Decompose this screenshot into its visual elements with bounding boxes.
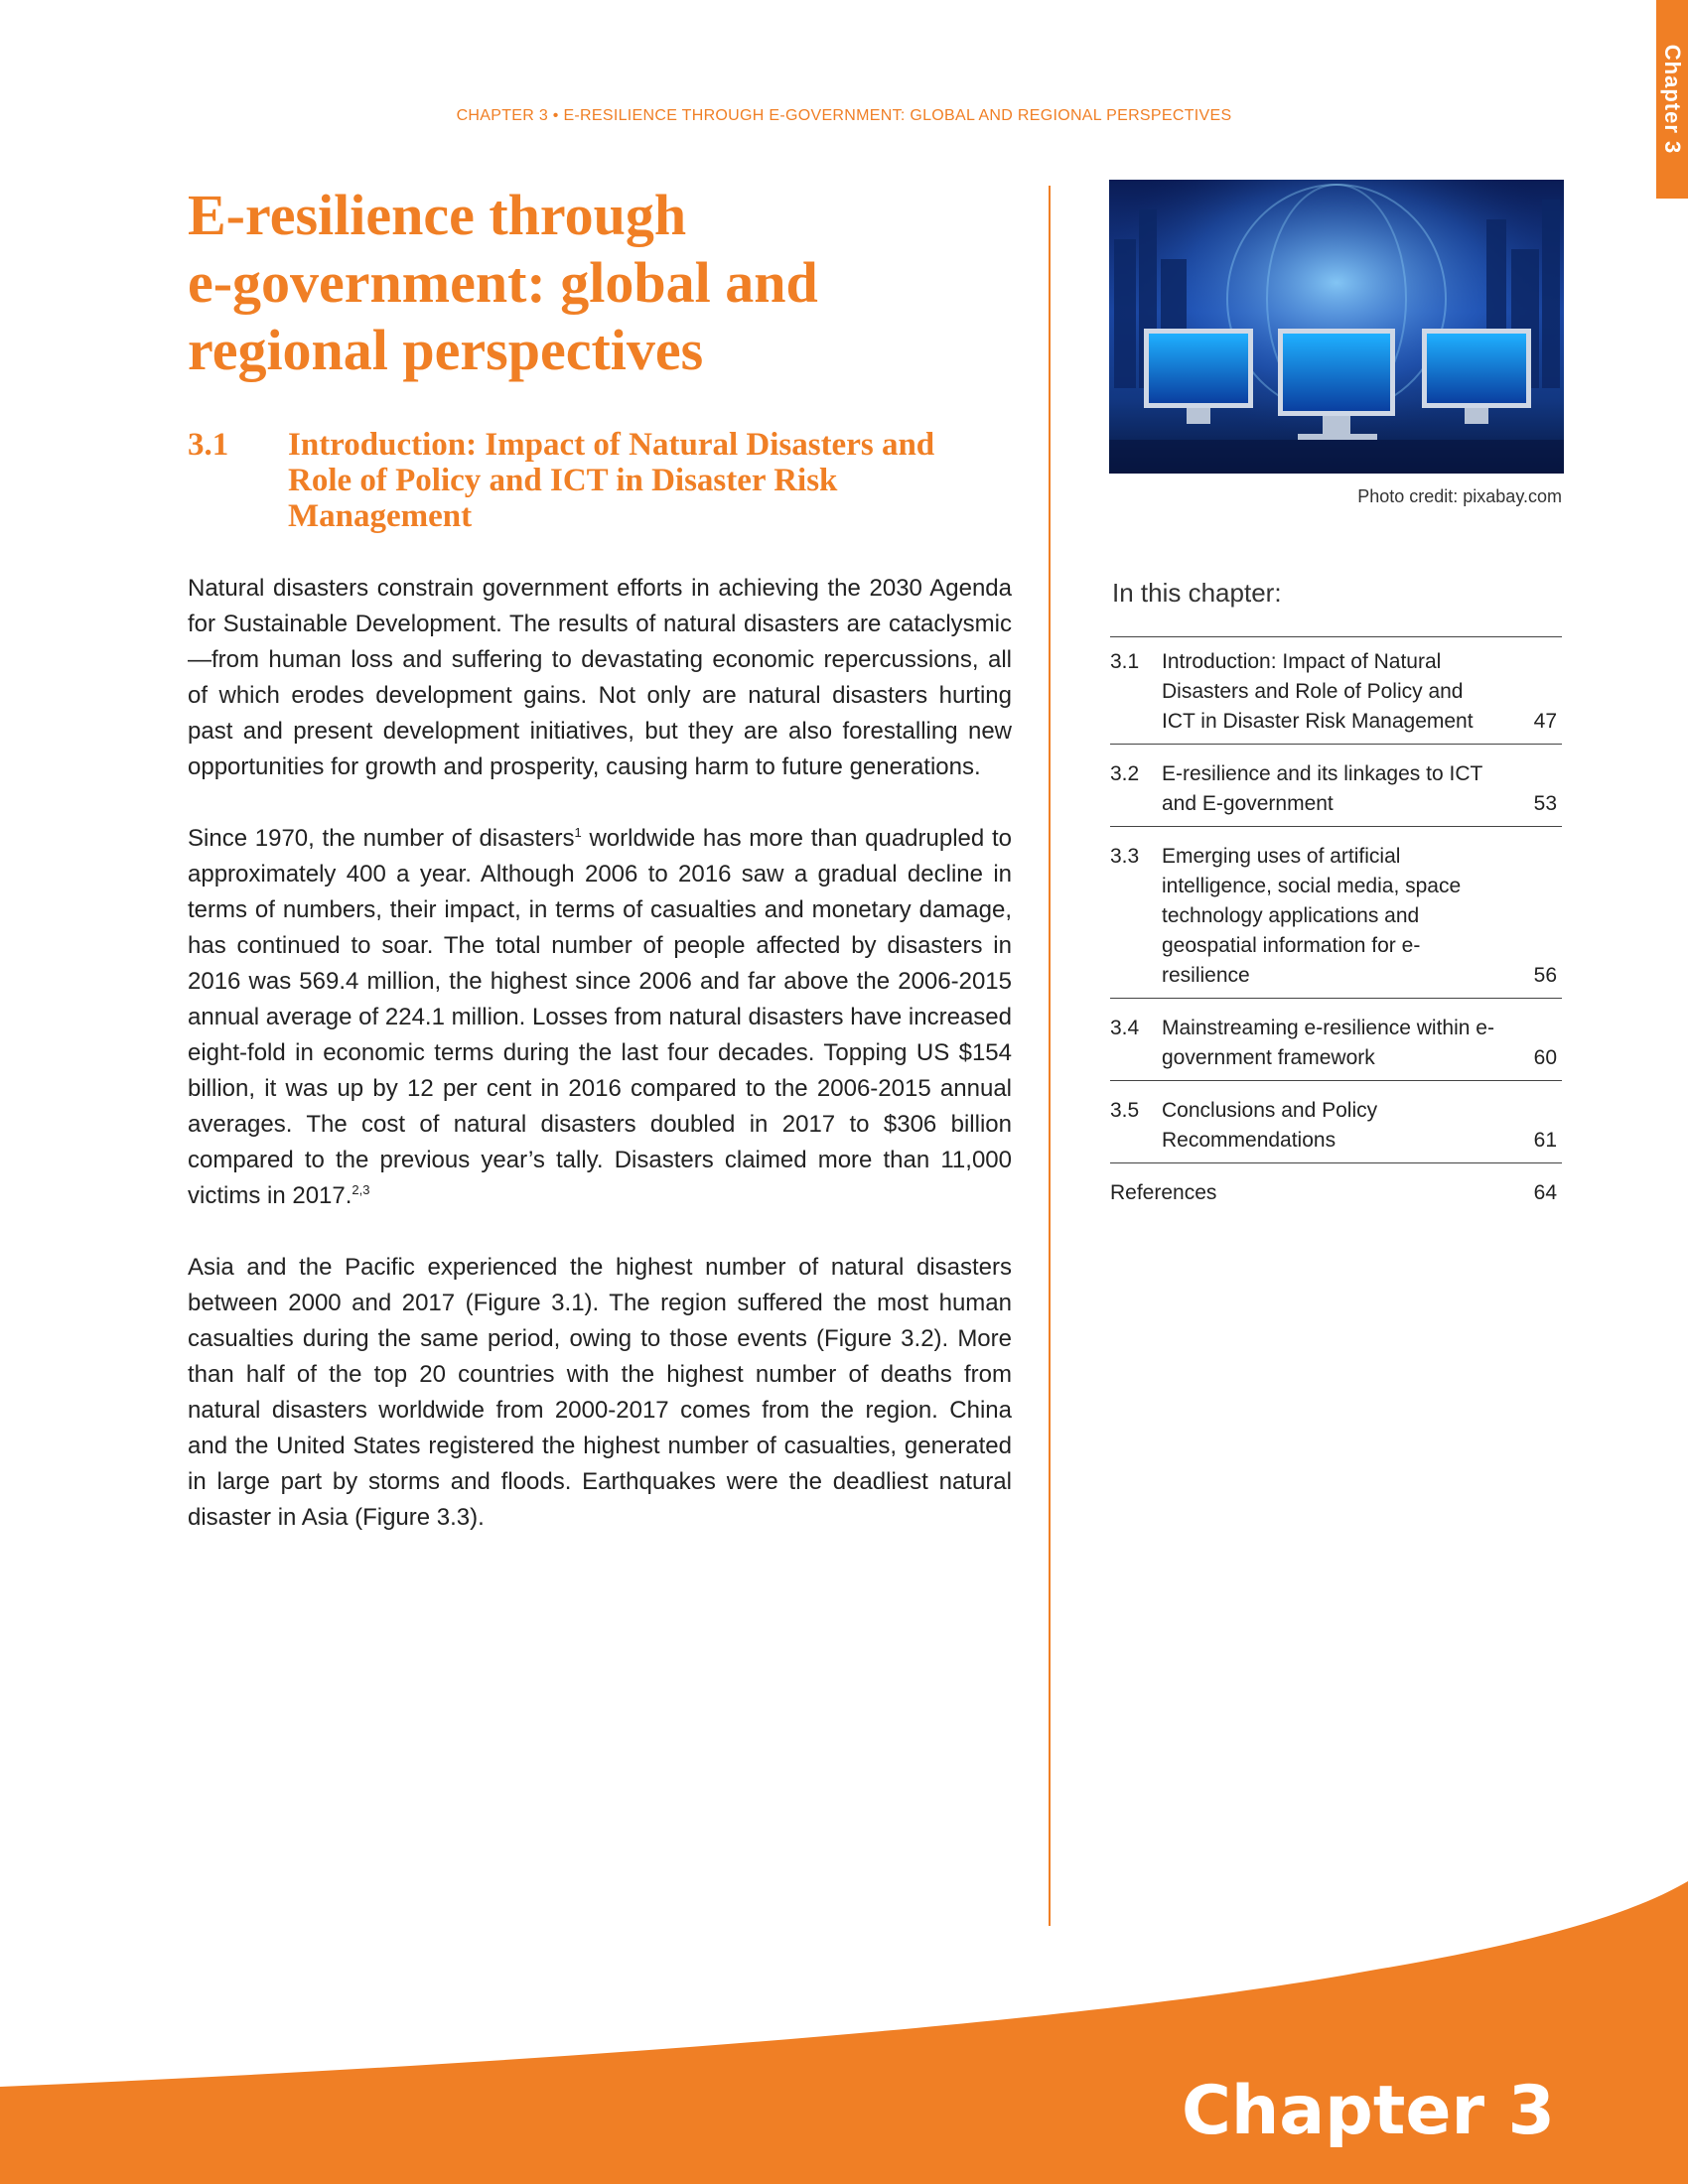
paragraph-2 xyxy=(188,821,1012,1214)
toc-entry-page: 53 xyxy=(1533,792,1557,815)
toc-entry-3-1[interactable] xyxy=(1110,647,1562,745)
footnote-ref-1[interactable]: 1 xyxy=(574,825,582,840)
toc-entry-title: E-resilience and its linkages to ICT and E-government xyxy=(1162,762,1482,815)
toc-entry-page: 56 xyxy=(1533,964,1557,987)
toc-entry-3-2[interactable] xyxy=(1110,759,1562,827)
section-title: Introduction: Impact of Natural Disasters and Role of Policy and ICT in Disaster Risk Management xyxy=(288,427,935,534)
toc-references-page: 64 xyxy=(1533,1181,1557,1204)
chapter-side-tab xyxy=(1656,0,1688,199)
chapter-title xyxy=(188,182,1002,384)
chapter-side-tab-label: Chapter 3 xyxy=(1660,44,1685,155)
toc-heading: In this chapter: xyxy=(1112,578,1282,608)
toc-references[interactable] xyxy=(1110,1178,1562,1208)
toc-entry-3-4[interactable] xyxy=(1110,1014,1562,1081)
toc-entry-page: 47 xyxy=(1533,710,1557,733)
toc-entry-page: 61 xyxy=(1533,1129,1557,1152)
toc-entry-number: 3.5 xyxy=(1110,1099,1140,1122)
section-number: 3.1 xyxy=(188,427,229,463)
paragraph-2-part-2: worldwide has more than quadrupled to approximately 400 a year. Although 2006 to 2016 saw a gradual decline in terms of numbers, their impact, in terms of casualties and monetary damage, has continued to soar. The total number of people affected by disasters in 2016 was 569.4 million, the highest since 2006 and far above the 2006-2015 annual average of 224.1 million. Losses from natural disasters have increased eight-fold in economic terms during the last four decades. Topping US $154 billion, it was up by 12 per cent in 2016 compared to the 2006-2015 annual averages. The cost of natural disasters doubled in 2017 to $306 billion compared to the previous year’s tally. Disasters claimed more than 11,000 victims in 2017. xyxy=(188,825,1012,1209)
toc-entry-title: Emerging uses of artificial intelligence, social media, space technology applications and geospatial information for e-resilience xyxy=(1162,845,1462,987)
paragraph-2-part-1: Since 1970, the number of disasters xyxy=(188,825,575,852)
toc-entry-title: Conclusions and Policy Recommendations xyxy=(1162,1099,1378,1152)
footnote-ref-2-3[interactable]: 2,3 xyxy=(352,1182,370,1197)
chapter-photo xyxy=(1109,180,1564,474)
chapter-title-line-3: regional perspectives xyxy=(188,318,704,382)
toc-list xyxy=(1110,647,1562,1208)
toc-entry-title: Introduction: Impact of Natural Disasters and Role of Policy and ICT in Disaster Risk Management xyxy=(1162,650,1474,733)
body-text xyxy=(188,571,1012,1571)
column-divider xyxy=(1049,186,1051,1926)
section-heading xyxy=(188,427,1022,534)
chapter-title-line-1: E-resilience through xyxy=(188,183,687,247)
chapter-title-line-2: e-government: global and xyxy=(188,250,818,315)
toc-entry-number: 3.3 xyxy=(1110,845,1140,868)
chapter-photo-illustration xyxy=(1109,180,1564,474)
paragraph-3: Asia and the Pacific experienced the highest number of natural disasters between 2000 and 2017 (Figure 3.1). The region suffered the most human casualties during the same period, owing to those events (Figure 3.2). More than half of the top 20 countries with the highest number of deaths from natural disasters worldwide from 2000-2017 comes from the region. China and the United States registered the highest number of casualties, generated in large part by storms and floods. Earthquakes were the deadliest natural disaster in Asia (Figure 3.3). xyxy=(188,1254,1012,1531)
paragraph-1: Natural disasters constrain government efforts in achieving the 2030 Agenda for Sustainable Development. The results of natural disasters are cataclysmic—from human loss and suffering to devastating economic repercussions, all of which erodes development gains. Not only are natural disasters hurting past and present development initiatives, but they are also forestalling new opportunities for growth and prosperity, causing harm to future generations. xyxy=(188,575,1012,780)
toc-entry-page: 60 xyxy=(1533,1046,1557,1069)
toc-entry-number: 3.2 xyxy=(1110,762,1140,785)
toc-entry-number: 3.1 xyxy=(1110,650,1140,673)
toc-references-label: References xyxy=(1110,1181,1217,1204)
toc-entry-3-5[interactable] xyxy=(1110,1096,1562,1163)
footer-chapter-label: Chapter 3 xyxy=(1181,2072,1555,2150)
toc-entry-title: Mainstreaming e-resilience within e-government framework xyxy=(1162,1017,1494,1069)
toc-entry-3-3[interactable] xyxy=(1110,842,1562,999)
running-head: CHAPTER 3 • E-RESILIENCE THROUGH E-GOVERNMENT: GLOBAL AND REGIONAL PERSPECTIVES xyxy=(456,107,1232,124)
toc-entry-number: 3.4 xyxy=(1110,1017,1140,1039)
toc-top-rule xyxy=(1110,636,1562,637)
photo-credit: Photo credit: pixabay.com xyxy=(1357,486,1562,506)
